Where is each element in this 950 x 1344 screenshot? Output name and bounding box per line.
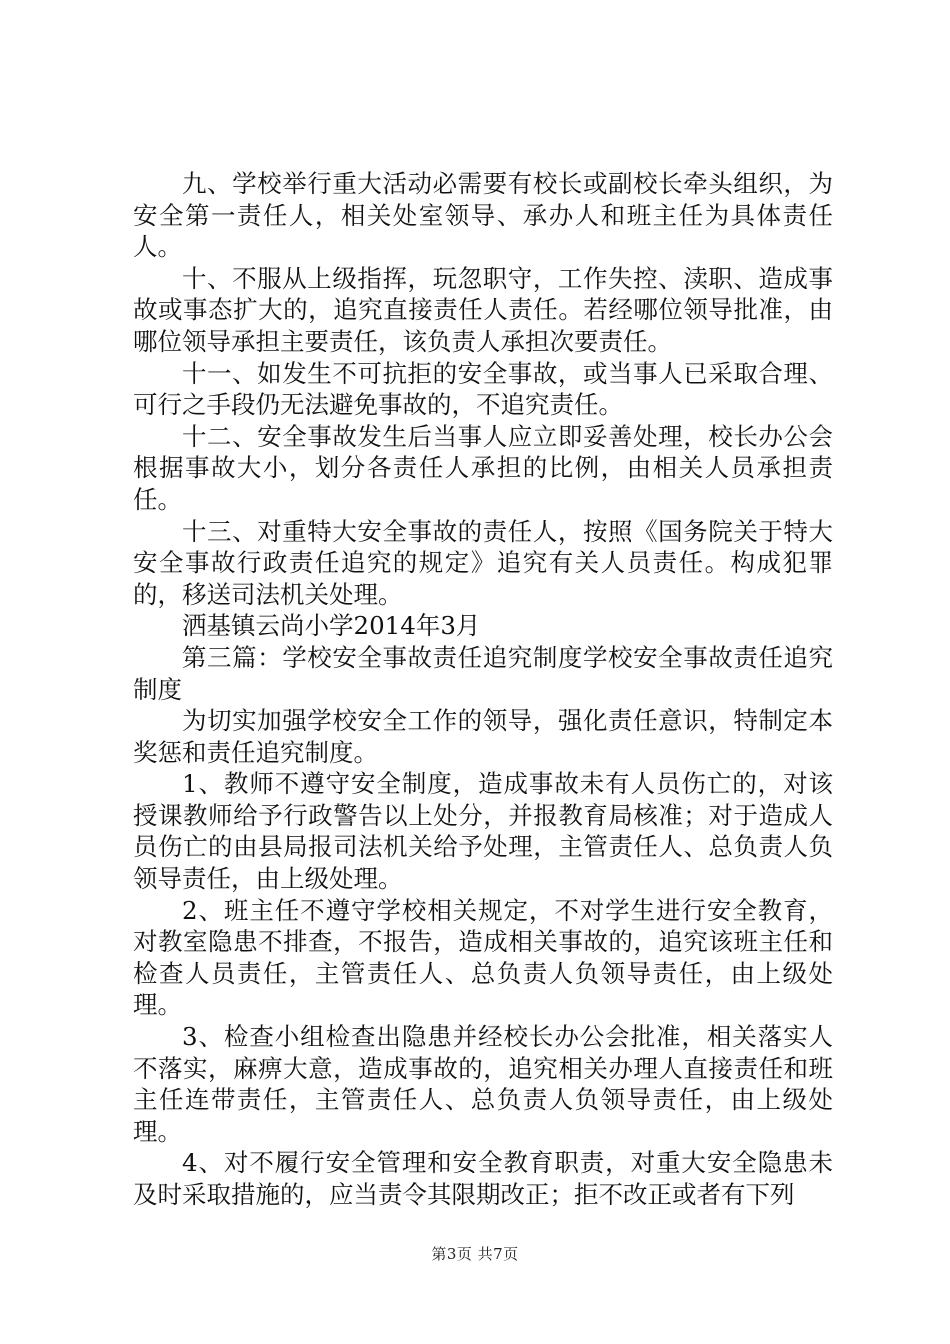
rule-2: 2、班主任不遵守学校相关规定，不对学生进行安全教育，对教室隐患不排查，不报告，造成相关事故的，追究该班主任和检查人员责任，主管责任人、总负责人负领导责任，由上级处理。 <box>133 895 833 1020</box>
rule-1: 1、教师不遵守安全制度，造成事故未有人员伤亡的，对该授课教师给予行政警告以上处分，并报教育局核准；对于造成人员伤亡的由县局报司法机关给予处理，主管责任人、总负责人负领导责任，由上级处理。 <box>133 769 833 894</box>
section-title: 第三篇：学校安全事故责任追究制度学校安全事故责任追究制度 <box>133 642 833 704</box>
signature-line: 洒基镇云尚小学2014年3月 <box>182 611 481 641</box>
paragraph-13: 十三、对重特大安全事故的责任人，按照《国务院关于特大安全事故行政责任追究的规定》追究有关人员责任。构成犯罪的，移送司法机关处理。 <box>133 516 833 609</box>
paragraph-10: 十、不服从上级指挥，玩忽职守，工作失控、渎职、造成事故或事态扩大的，追究直接责任人责任。若经哪位领导批准，由哪位领导承担主要责任，该负责人承担次要责任。 <box>133 263 833 356</box>
document-body <box>133 168 833 1211</box>
paragraph-11: 十一、如发生不可抗拒的安全事故，或当事人已采取合理、可行之手段仍无法避免事故的，不追究责任。 <box>133 358 833 420</box>
intro-paragraph: 为切实加强学校安全工作的领导，强化责任意识，特制定本奖惩和责任追究制度。 <box>133 706 833 767</box>
page-number-footer: 第3页 共7页 <box>431 1245 519 1263</box>
paragraph-12: 十二、安全事故发生后当事人应立即妥善处理，校长办公会根据事故大小，划分各责任人承担的比例，由相关人员承担责任。 <box>133 421 833 514</box>
rule-4: 4、对不履行安全管理和安全教育职责，对重大安全隐患未及时采取措施的，应当责令其限期改正；拒不改正或者有下列 <box>133 1148 833 1209</box>
rule-3: 3、检查小组检查出隐患并经校长办公会批准，相关落实人不落实，麻痹大意，造成事故的，追究相关办理人直接责任和班主任连带责任，主管责任人、总负责人负领导责任，由上级处理。 <box>133 1022 833 1146</box>
paragraph-9: 九、学校举行重大活动必需要有校长或副校长牵头组织，为安全第一责任人，相关处室领导、承办人和班主任为具体责任人。 <box>133 169 833 262</box>
